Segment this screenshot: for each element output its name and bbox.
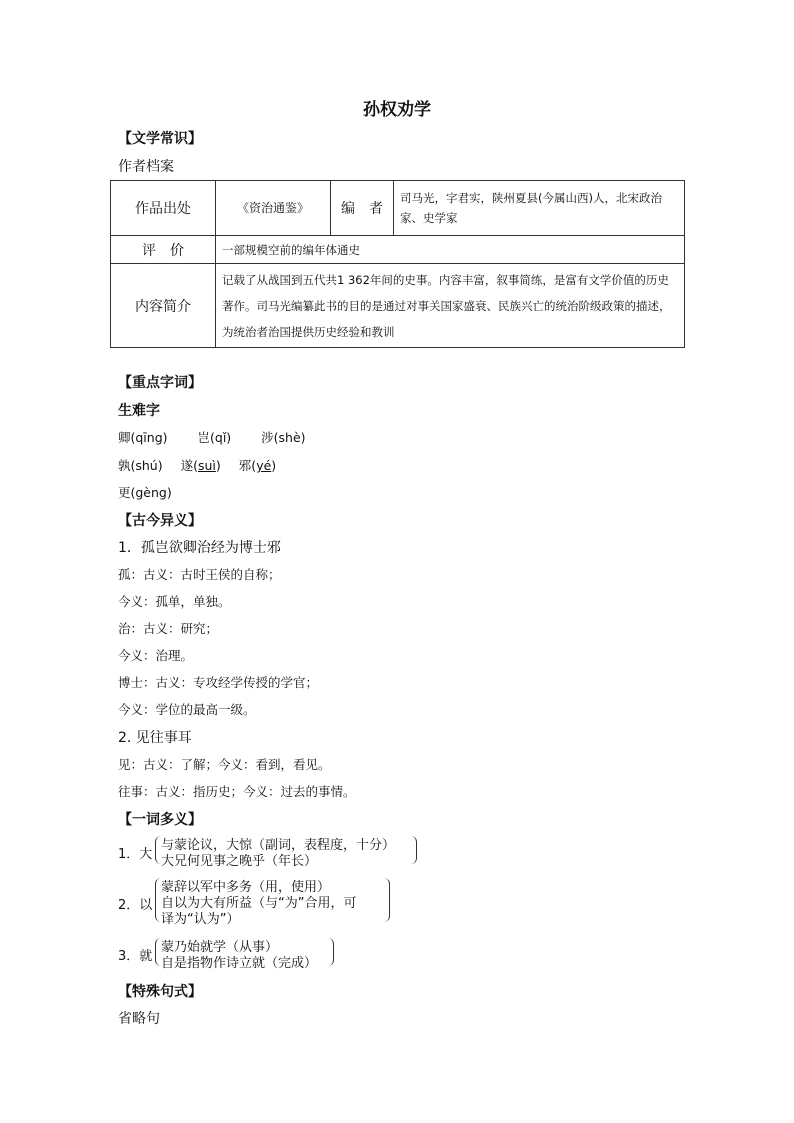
pinyin-geng: 更(gèng) [118,485,172,500]
section-heading-yici: 【一词多义】 [118,812,202,828]
subheading-shenglue: 省略句 [118,1011,160,1027]
cell-evaluation-value: 一部规模空前的编年体通史 [216,236,685,264]
table-row [111,181,685,236]
gujin-gu-old: 孤：古义：古时王侯的自称； [118,567,281,582]
pinyin-qing: 卿(qīng) [118,430,168,445]
section-heading-gujin: 【古今异义】 [118,513,202,529]
pinyin-ye: 邪(yé) [238,458,277,473]
author-info-table [110,180,685,348]
section-heading-wenxue: 【文学常识】 [118,131,202,147]
cell-label-evaluation: 评 价 [111,236,216,264]
pinyin-sui: 遂(suì) [180,458,221,473]
polysemy-example: 蒙乃始就学（从事） [161,940,279,955]
polysemy-example: 蒙辞以军中多务（用，使用） [161,880,331,895]
gujin-item-2: 2. 见往事耳 [118,730,192,746]
pinyin-row-2 [118,456,276,474]
right-brace [411,836,417,864]
page-title: 孙权劝学 [363,100,431,120]
gujin-jian: 见：古义：了解；今义：看到，看见。 [118,757,331,772]
gujin-zhi-old: 治：古义：研究； [118,621,219,636]
subheading-shengnan: 生难字 [118,403,160,419]
gujin-gu-new: 今义：孤单，单独。 [118,594,231,609]
polysemy-number-yi: 2．以 [118,898,153,913]
gujin-boshi-new: 今义：学位的最高一级。 [118,702,256,717]
polysemy-example: 自以为大有所益（与“为”合用，可 [161,896,357,911]
section-heading-teshu: 【特殊句式】 [118,984,202,1000]
cell-label-summary: 内容简介 [111,264,216,348]
polysemy-example: 大兄何见事之晚乎（年长） [161,854,318,869]
gujin-wangshi: 往事：古义：指历史；今义：过去的事情。 [118,784,356,799]
polysemy-group-jiu [118,936,358,970]
pinyin-qi: 岂(qǐ) [197,430,232,445]
polysemy-number-da: 1．大 [118,847,153,862]
subheading-zuozhe: 作者档案 [118,159,174,175]
gujin-item-1: 1．孤岂欲卿治经为博士邪 [118,540,281,556]
cell-label-editor: 编 者 [331,181,394,236]
table-row [111,236,685,264]
pinyin-row-1 [118,428,332,446]
gujin-boshi-old: 博士：古义：专攻经学传授的学官； [118,675,319,690]
polysemy-group-da [118,834,438,868]
polysemy-example: 与蒙论议，大惊（副词，表程度，十分） [161,838,396,853]
table-row [111,264,685,348]
polysemy-example: 自是指物作诗立就（完成） [161,956,318,971]
cell-label-source: 作品出处 [111,181,216,236]
gujin-zhi-new: 今义：治理。 [118,648,194,663]
cell-source-value: 《资治通鉴》 [216,181,331,236]
polysemy-group-yi [118,876,408,928]
polysemy-example: 译为“认为”） [161,912,240,927]
section-heading-zhongdian: 【重点字词】 [118,375,202,391]
cell-summary-value: 记载了从战国到五代共1 362年间的史事。内容丰富，叙事简练，是富有文学价值的历史著作。司马光编纂此书的目的是通过对事关国家盛衰、民族兴亡的统治阶级政策的描述，为统治者治国提供历史经验和教训 [216,264,685,348]
pinyin-she: 涉(shè) [261,430,306,445]
pinyin-shu: 孰(shú) [118,458,163,473]
cell-author-value: 司马光，字君实，陕州夏县(今属山西)人，北宋政治家、史学家 [394,181,685,236]
polysemy-number-jiu: 3．就 [118,949,153,964]
right-brace [384,878,390,922]
right-brace [328,938,334,966]
